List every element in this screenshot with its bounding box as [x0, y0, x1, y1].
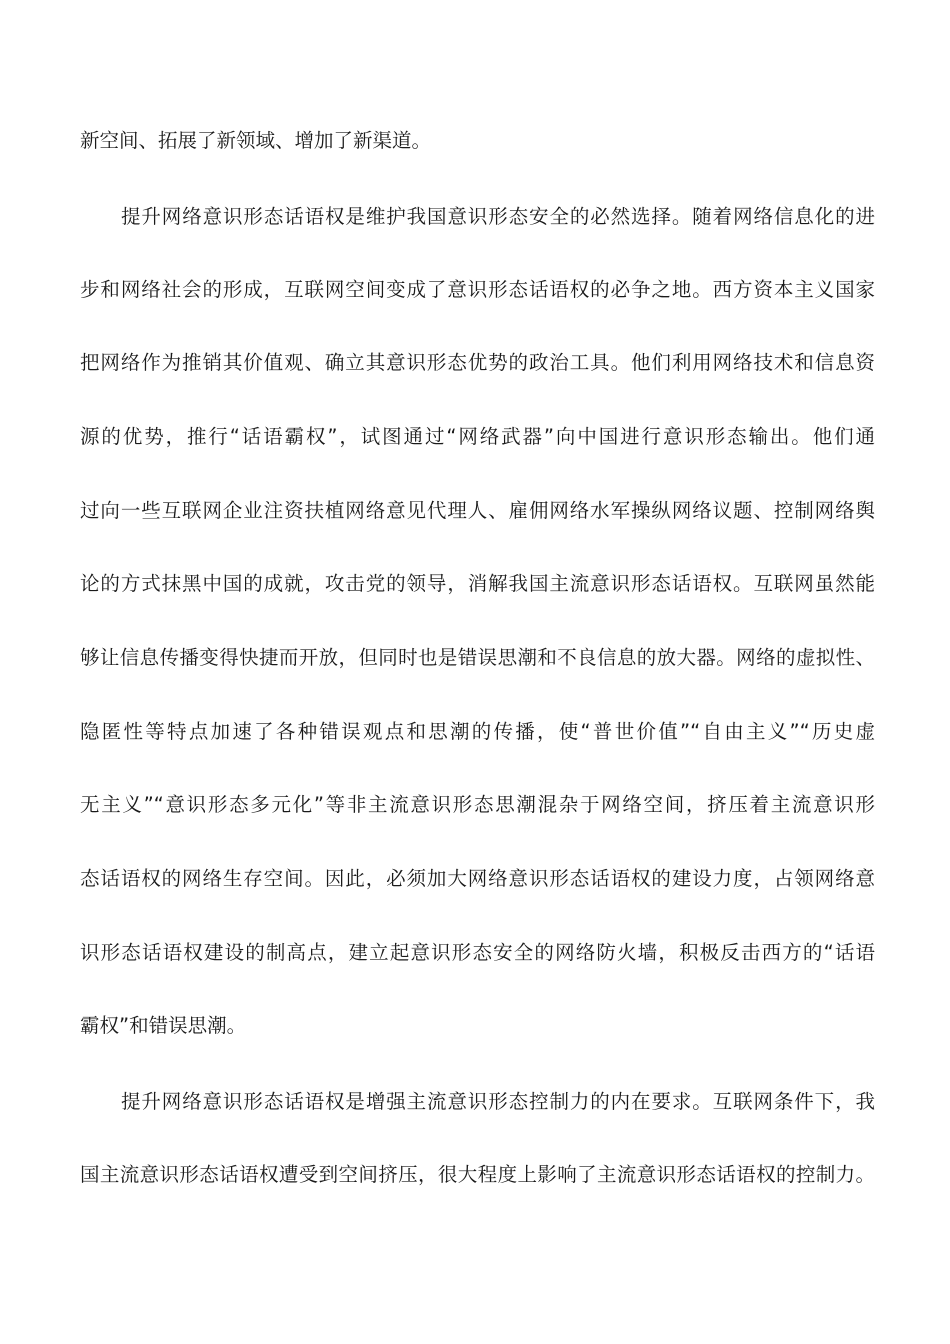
text-line-9: 隐匿性等特点加速了各种错误观点和思潮的传播，使“普世价值”“自由主义”“历史虚	[80, 720, 875, 743]
text-line-6: 过向一些互联网企业注资扶植网络意见代理人、雇佣网络水军操纵网络议题、控制网络舆	[80, 499, 875, 522]
text-line-11: 态话语权的网络生存空间。因此，必须加大网络意识形态话语权的建设力度，占领网络意	[80, 867, 875, 890]
text-line-8: 够让信息传播变得快捷而开放，但同时也是错误思潮和不良信息的放大器。网络的虚拟性、	[80, 646, 875, 669]
text-line-12: 识形态话语权建设的制高点，建立起意识形态安全的网络防火墙，积极反击西方的“话语	[80, 941, 875, 964]
text-line-2: 提升网络意识形态话语权是维护我国意识形态安全的必然选择。随着网络信息化的进	[121, 205, 875, 228]
text-line-7: 论的方式抹黑中国的成就，攻击党的领导，消解我国主流意识形态话语权。互联网虽然能	[80, 572, 875, 595]
text-line-1: 新空间、拓展了新领域、增加了新渠道。	[80, 129, 432, 152]
text-line-5: 源的优势，推行“话语霸权”，试图通过“网络武器”向中国进行意识形态输出。他们通	[80, 425, 875, 448]
text-line-15: 国主流意识形态话语权遭受到空间挤压，很大程度上影响了主流意识形态话语权的控制力。	[80, 1163, 875, 1186]
text-line-13: 霸权”和错误思潮。	[80, 1014, 247, 1037]
text-line-4: 把网络作为推销其价值观、确立其意识形态优势的政治工具。他们利用网络技术和信息资	[80, 351, 875, 374]
text-line-10: 无主义”“意识形态多元化”等非主流意识形态思潮混杂于网络空间，挤压着主流意识形	[80, 793, 875, 816]
text-line-3: 步和网络社会的形成，互联网空间变成了意识形态话语权的必争之地。西方资本主义国家	[80, 278, 875, 301]
text-line-14: 提升网络意识形态话语权是增强主流意识形态控制力的内在要求。互联网条件下，我	[121, 1090, 875, 1113]
